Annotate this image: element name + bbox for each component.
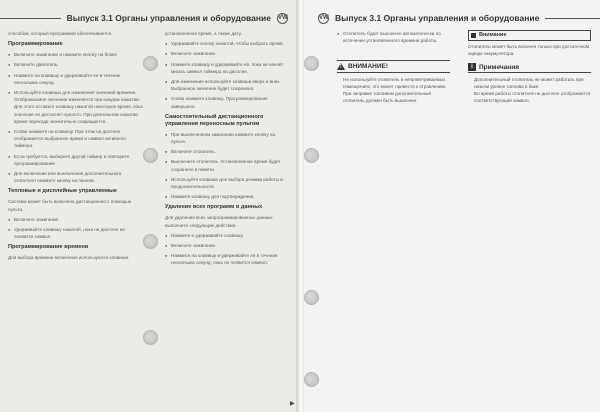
info-icon: i [468, 63, 476, 71]
bullet-item: ● Включите зажигание. [165, 50, 285, 57]
right-column-2 [468, 30, 591, 104]
bullet-item: ● Включите двигатель. [8, 61, 143, 68]
bullet-item: ● Нажмите и удерживайте клавишу. [165, 232, 285, 239]
note-item: Во время работы отопителя на дисплее отображается соответствующий символ. [474, 91, 591, 103]
bullet-item: ● Включите зажигание. [8, 216, 143, 223]
bullet-item: ● Для включения или выключения дополнительного отопителя нажмите кнопку на панели. [8, 170, 143, 184]
warning-item: Не используйте отопитель в непроветриваемых помещениях, это может привести к отравлению. [343, 77, 447, 89]
binder-hole [143, 234, 158, 249]
left-header-title: Выпуск 3.1 Органы управления и оборудование [66, 13, 271, 23]
bullet-item: ● Снова нажмите клавишу. Программирование завершено. [165, 95, 285, 109]
right-column-1 [337, 30, 450, 47]
binder-hole [304, 372, 319, 387]
binder-holes-left [143, 0, 163, 412]
bullet-item: ● Удерживайте клавишу нажатой, пока на дисплее не появится символ. [8, 226, 143, 240]
section-heading: Программирование [8, 41, 63, 48]
binder-holes-right [304, 0, 324, 412]
warning-triangle-icon: ! [337, 63, 345, 70]
caution-text: Отопитель может быть включен только при достаточном заряде аккумулятора. [468, 44, 590, 56]
section-heading: Удаление всех программ и данных [165, 204, 263, 211]
bullet-item: ● Удерживайте кнопку нажатой, чтобы выбрать время. [165, 40, 285, 47]
section-heading: Тепловые и дисплейные управляемые [8, 188, 117, 195]
binder-hole [143, 148, 158, 163]
bullet-item: ● Включите зажигание и нажмите кнопку на блоке [8, 51, 143, 58]
binder-hole [143, 56, 158, 71]
bullet-item: ● Снова нажмите на клавишу. При этом на дисплее отображается выбранное время и символ активного таймера. [8, 128, 143, 150]
right-header-title: Выпуск 3.1 Органы управления и оборудование [335, 13, 540, 23]
bullet-item: ● Нажмите на клавишу и удерживайте её в течение нескольких секунд, пока не появится символ. [165, 252, 285, 266]
warning-title: ВНИМАНИЕ! [348, 63, 389, 70]
right-page-header [300, 10, 600, 26]
paragraph: Для удаления всех запрограммированных данных выполните следующие действия. [165, 215, 273, 228]
bullet-item: ● Для изменения используйте клавиши вверх и вниз. Выбранное значение будет сохранено. [165, 78, 285, 92]
bullet-item: ● Нажмите клавишу и удерживайте её, пока не начнёт мигать символ таймера на дисплее. [165, 61, 285, 75]
paragraph: Система может быть включена дистанционно с помощью пульта. [8, 199, 132, 212]
section-heading: Программирование времени [8, 244, 89, 251]
left-column-2 [165, 30, 285, 270]
binder-hole [304, 148, 319, 163]
continue-arrow-icon: ▶ [290, 401, 295, 407]
caution-square-icon [471, 33, 476, 38]
bullet-item: ● Нажмите клавишу для подтверждения. [165, 193, 285, 200]
bullet-item: ● Если требуется, выберите другой таймер и повторите программирование. [8, 153, 143, 167]
notes-title: Примечания [479, 63, 520, 71]
bullet-item: ● Используйте клавиши для выбора режима работы и продолжительности. [165, 176, 285, 190]
binder-hole [304, 56, 319, 71]
note-item: Дополнительный отопитель не может работать при низком уровне топлива в баке. [474, 77, 584, 89]
notes-header [468, 63, 591, 73]
bullet-item: ● Нажмите на клавишу и удерживайте ее в течение нескольких секунд. [8, 72, 143, 86]
header-rule [0, 18, 61, 19]
bullet-item: ● Используйте клавиши для изменения значений времени. Отображаемое значение изменяется при каждом нажатии. Для этого оставьте клавишу нажатой некоторое время, пока значение не достигнет нужного. При длительном нажатии время перехода значительно сокращается. [8, 89, 143, 125]
binder-hole [143, 330, 158, 345]
left-column-1 [8, 30, 143, 265]
paragraph: Для выбора времени включения используются клавиши. [8, 255, 130, 261]
binder-hole [304, 290, 319, 305]
bullet-item: ● Включите зажигание. [165, 242, 285, 249]
bullet-item: ● Отопитель будет выключен автоматически по истечении установленного времени работы. [337, 30, 450, 44]
warning-block [337, 60, 450, 104]
book-spine [296, 0, 304, 412]
bullet-item: ● Выключите отопитель. Установленное время будет сохранено в памяти. [165, 158, 285, 172]
caution-header [468, 30, 591, 41]
warning-header [337, 60, 450, 73]
header-rule [545, 18, 600, 19]
bullet-item: ● При выключенном зажигании нажмите кнопку на пульте. [165, 131, 285, 145]
vw-logo-icon: VW [277, 13, 288, 24]
caution-title: Внимание [479, 32, 507, 38]
warning-item: При заправке топливом дополнительный отопитель должен быть выключен. [343, 91, 431, 103]
bullet-item: ● Включите отопитель. [165, 148, 285, 155]
paragraph: установленное время, а также дату. [165, 31, 242, 36]
paragraph: способом, который программой обеспечивается. [8, 31, 113, 36]
vw-logo-icon: VW [318, 13, 329, 24]
section-heading: Самостоятельный дистанционного управления переносным пультом [165, 113, 264, 127]
